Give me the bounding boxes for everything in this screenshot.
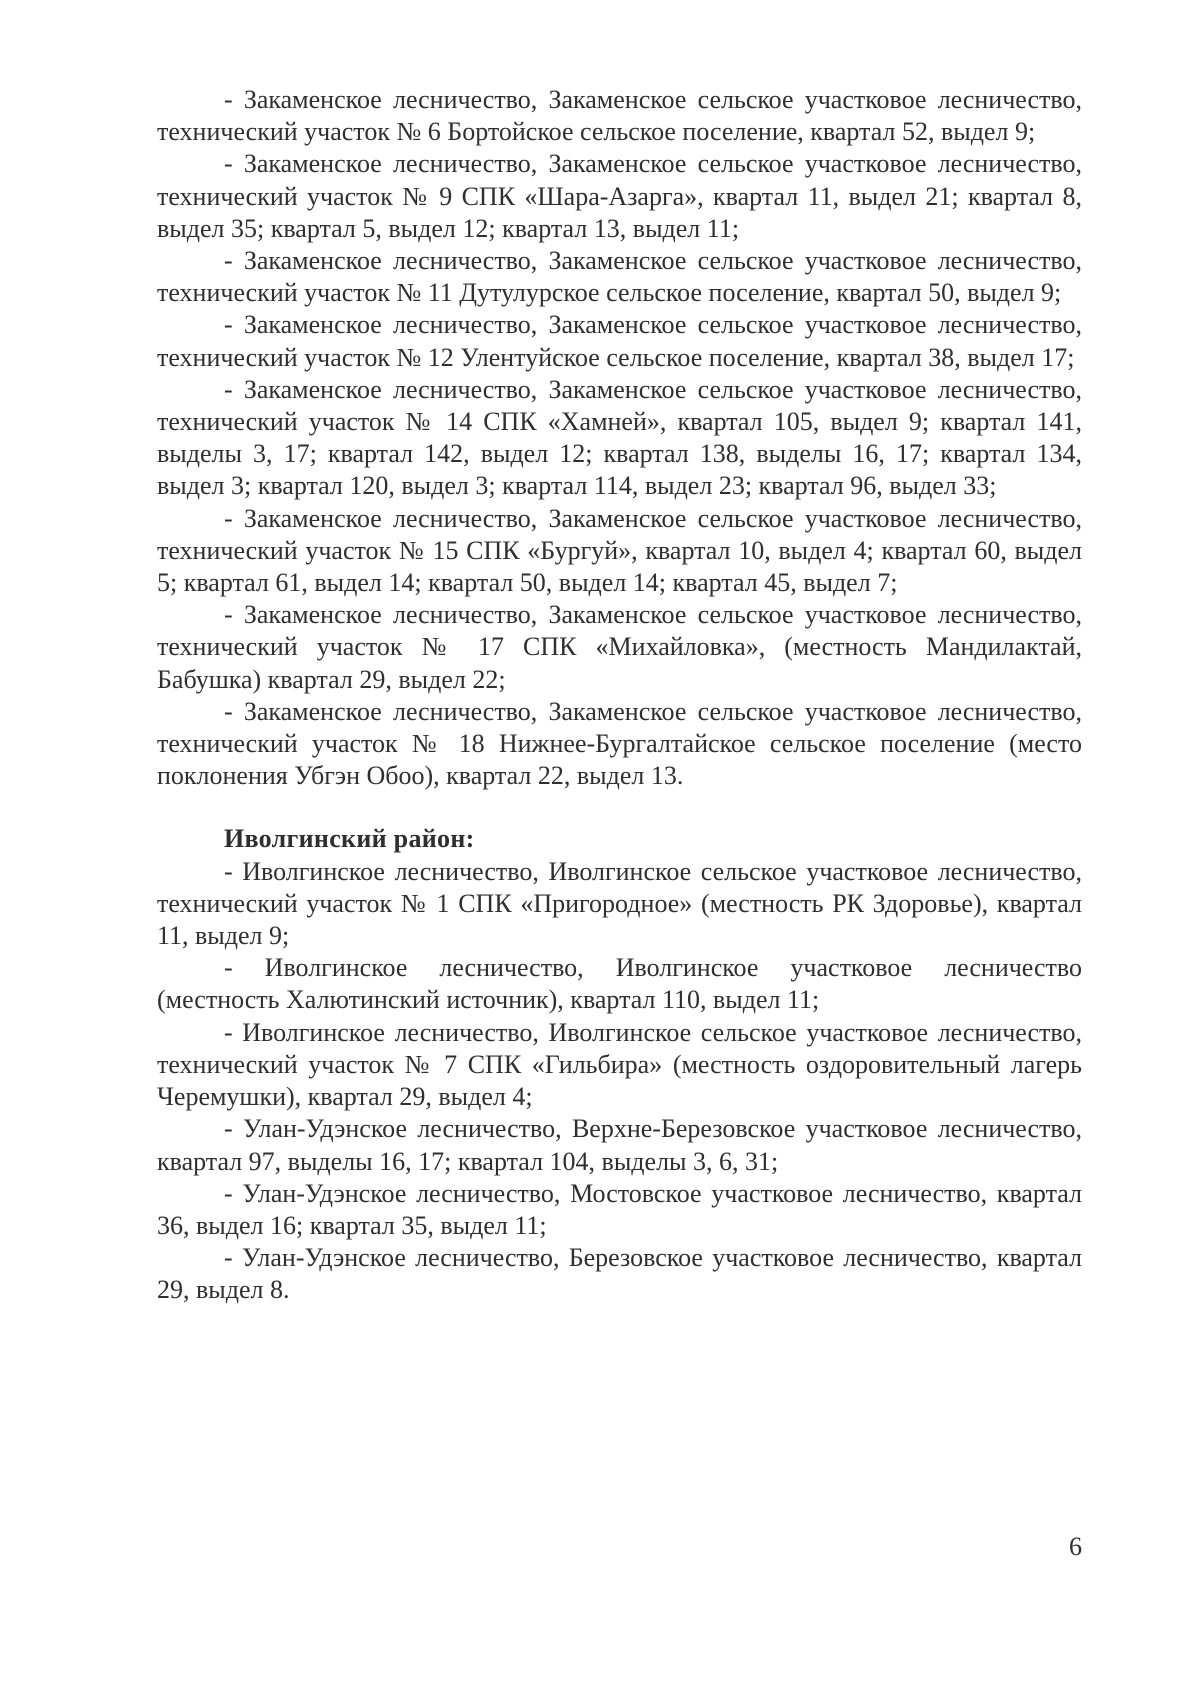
list-item: - Закаменское лесничество, Закаменское сельское участковое лесничество, технический участок № 18 Нижнее-Бургалтайское сельское поселение (место поклонения Убгэн Обоо), квартал 22, выдел 13. [157,696,1082,791]
list-item: - Закаменское лесничество, Закаменское сельское участковое лесничество, технический участок № 12 Улентуйское сельское поселение, квартал 38, выдел 17; [157,310,1082,372]
list-item: - Закаменское лесничество, Закаменское сельское участковое лесничество, технический участок № 14 СПК «Хамней», квартал 105, выдел 9; квартал 141, выделы 3, 17; квартал 142, выдел 12; квартал 138, выделы 16, 17; квартал 134, выдел 3; квартал 120, выдел 3; квартал 114, выдел 23; квартал 96, выдел 33; [157,374,1082,501]
list-item: - Улан-Удэнское лесничество, Верхне-Березовское участковое лесничество, квартал 97, выделы 16, 17; квартал 104, выделы 3, 6, 31; [157,1114,1082,1176]
list-item: - Закаменское лесничество, Закаменское сельское участковое лесничество, технический участок № 11 Дутулурское сельское поселение, квартал 50, выдел 9; [157,246,1082,308]
list-item: - Закаменское лесничество, Закаменское сельское участковое лесничество, технический участок № 15 СПК «Бургуй», квартал 10, выдел 4; квартал 60, выдел 5; квартал 61, выдел 14; квартал 50, выдел 14; квартал 45, выдел 7; [157,503,1082,598]
list-item: - Закаменское лесничество, Закаменское сельское участковое лесничество, технический участок № 6 Бортойское сельское поселение, квартал 52, выдел 9; [157,85,1082,147]
section-spacer [157,792,1082,823]
document-body [157,84,1082,1307]
list-item: - Иволгинское лесничество, Иволгинское сельское участковое лесничество, технический участок № 7 СПК «Гильбира» (местность оздоровительный лагерь Черемушки), квартал 29, выдел 4; [157,1017,1082,1112]
list-item: - Улан-Удэнское лесничество, Мостовское участковое лесничество, квартал 36, выдел 16; квартал 35, выдел 11; [157,1178,1082,1240]
list-item: - Иволгинское лесничество, Иволгинское сельское участковое лесничество, технический участок № 1 СПК «Пригородное» (местность РК Здоровье), квартал 11, выдел 9; [157,856,1082,951]
list-item: - Закаменское лесничество, Закаменское сельское участковое лесничество, технический участок № 9 СПК «Шара-Азарга», квартал 11, выдел 21; квартал 8, выдел 35; квартал 5, выдел 12; квартал 13, выдел 11; [157,149,1082,243]
section-heading: Иволгинский район: [224,824,475,854]
page-number: 6 [1069,1532,1082,1561]
list-item: - Закаменское лесничество, Закаменское сельское участковое лесничество, технический участок № 17 СПК «Михайловка», (местность Мандилактай, Бабушка) квартал 29, выдел 22; [157,600,1082,694]
list-item: - Иволгинское лесничество, Иволгинское участковое лесничество (местность Халютинский источник), квартал 110, выдел 11; [157,953,1082,1015]
list-item: - Улан-Удэнское лесничество, Березовское участковое лесничество, квартал 29, выдел 8. [157,1243,1082,1305]
